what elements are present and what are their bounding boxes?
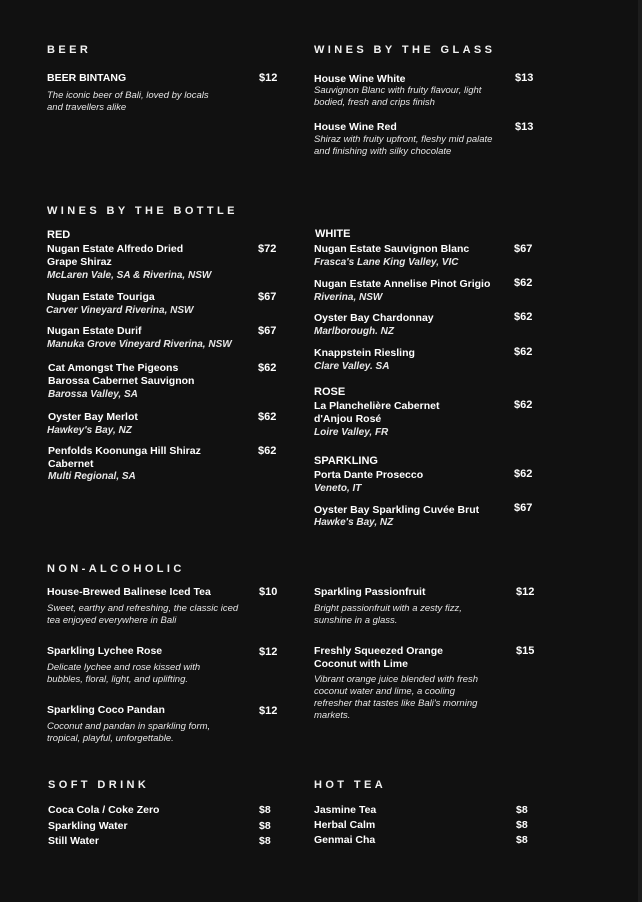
soft-drink-price: $8 (259, 804, 271, 816)
sparkling-wine-price: $62 (514, 468, 533, 480)
drink-price: $10 (259, 586, 278, 598)
white-wine-origin: Clare Valley. SA (314, 361, 390, 372)
red-wine-price: $67 (258, 325, 277, 337)
wines-bottle-section-title: WINES BY THE BOTTLE (47, 205, 238, 217)
glass-item-price: $13 (515, 72, 534, 84)
white-wine-price: $62 (514, 311, 533, 323)
white-wine-name: Knappstein Riesling (314, 347, 415, 359)
white-wine-price: $62 (514, 346, 533, 358)
hot-tea-price: $8 (516, 819, 528, 831)
sparkling-wine-origin: Hawke's Bay, NZ (314, 517, 394, 528)
soft-drink-price: $8 (259, 820, 271, 832)
rose-wine-name: La Planchelière Cabernet d'Anjou Rosé (314, 400, 440, 425)
drink-name: Sparkling Lychee Rose (47, 645, 163, 657)
drink-desc: Vibrant orange juice blended with fresh coconut water and lime, a cooling refresher that tastes like Bali's morning markets. (314, 674, 479, 721)
red-wine-origin: Multi Regional, SA (48, 471, 136, 482)
beer-item-name: BEER BINTANG (47, 72, 127, 84)
red-wine-price: $67 (258, 291, 277, 303)
drink-price: $12 (516, 586, 535, 598)
red-wine-origin: Carver Vineyard Riverina, NSW (46, 305, 194, 316)
drink-price: $12 (259, 705, 278, 717)
red-wine-name: Oyster Bay Merlot (48, 411, 138, 423)
beer-item-desc: The iconic beer of Bali, loved by locals and travellers alike (47, 90, 209, 113)
rose-wine-origin: Loire Valley, FR (314, 427, 389, 438)
drink-price: $15 (516, 645, 535, 657)
drink-desc: Sweet, earthy and refreshing, the classic iced tea enjoyed everywhere in Bali (47, 603, 239, 626)
beer-item-price: $12 (259, 72, 278, 84)
white-wine-origin: Riverina, NSW (314, 292, 383, 303)
drink-name: Freshly Squeezed Orange Coconut with Lime (314, 645, 443, 670)
red-wine-origin: McLaren Vale, SA & Riverina, NSW (47, 270, 212, 281)
soft-drink-section-title: SOFT DRINK (48, 779, 150, 791)
sparkling-wine-name: Porta Dante Prosecco (314, 469, 424, 481)
white-subheading: WHITE (315, 228, 351, 240)
red-wine-name: Nugan Estate Touriga (47, 291, 155, 303)
red-wine-origin: Barossa Valley, SA (48, 389, 138, 400)
glass-item-desc: Sauvignon Blanc with fruity flavour, light bodied, fresh and crips finish (314, 85, 482, 108)
red-wine-price: $62 (258, 362, 277, 374)
red-wine-name: Cat Amongst The Pigeons Barossa Cabernet Sauvignon (48, 362, 195, 387)
drink-desc: Bright passionfruit with a zesty fizz, sunshine in a glass. (314, 603, 462, 626)
red-wine-price: $72 (258, 243, 277, 255)
red-subheading: RED (47, 229, 71, 241)
drink-desc: Coconut and pandan in sparkling form, tropical, playful, unforgettable. (47, 721, 211, 744)
beer-section-title: BEER (47, 44, 92, 56)
red-wine-origin: Hawkey's Bay, NZ (47, 425, 132, 436)
red-wine-price: $62 (258, 411, 277, 423)
hot-tea-price: $8 (516, 804, 528, 816)
white-wine-name: Nugan Estate Annelise Pinot Grigio (314, 278, 491, 290)
white-wine-price: $67 (514, 243, 533, 255)
drink-desc: Delicate lychee and rose kissed with bubbles, floral, light, and uplifting. (47, 662, 201, 685)
white-wine-name: Oyster Bay Chardonnay (314, 312, 434, 324)
red-wine-name: Penfolds Koonunga Hill Shiraz Cabernet (48, 445, 201, 470)
white-wine-name: Nugan Estate Sauvignon Blanc (314, 243, 470, 255)
sparkling-wine-origin: Veneto, IT (314, 483, 362, 494)
rose-subheading: ROSE (314, 386, 346, 398)
glass-item-price: $13 (515, 121, 534, 133)
hot-tea-name: Genmai Cha (314, 834, 376, 846)
drink-name: Sparkling Passionfruit (314, 586, 426, 598)
red-wine-origin: Manuka Grove Vineyard Riverina, NSW (47, 339, 232, 350)
glass-item-name: House Wine White (314, 73, 406, 85)
white-wine-origin: Marlborough. NZ (314, 326, 394, 337)
soft-drink-name: Coca Cola / Coke Zero (48, 804, 160, 816)
drink-name: Sparkling Coco Pandan (47, 704, 165, 716)
soft-drink-price: $8 (259, 835, 271, 847)
sparkling-wine-price: $67 (514, 502, 533, 514)
white-wine-price: $62 (514, 277, 533, 289)
white-wine-origin: Frasca's Lane King Valley, VIC (314, 257, 459, 268)
sparkling-wine-name: Oyster Bay Sparkling Cuvée Brut (314, 504, 480, 516)
hot-tea-name: Jasmine Tea (314, 804, 377, 816)
hot-tea-price: $8 (516, 834, 528, 846)
non-alcoholic-section-title: NON-ALCOHOLIC (47, 563, 185, 575)
drink-name: House-Brewed Balinese Iced Tea (47, 586, 211, 598)
soft-drink-name: Still Water (48, 835, 99, 847)
red-wine-name: Nugan Estate Durif (47, 325, 142, 337)
red-wine-name: Nugan Estate Alfredo Dried Grape Shiraz (47, 243, 184, 268)
sparkling-subheading: SPARKLING (314, 455, 378, 467)
red-wine-price: $62 (258, 445, 277, 457)
hot-tea-name: Herbal Calm (314, 819, 376, 831)
hot-tea-section-title: HOT TEA (314, 779, 387, 791)
glass-item-name: House Wine Red (314, 121, 397, 133)
wines-glass-section-title: WINES BY THE GLASS (314, 44, 496, 56)
glass-item-desc: Shiraz with fruity upfront, fleshy mid palate and finishing with silky chocolate (314, 134, 493, 157)
drink-price: $12 (259, 646, 278, 658)
rose-wine-price: $62 (514, 399, 533, 411)
soft-drink-name: Sparkling Water (48, 820, 128, 832)
